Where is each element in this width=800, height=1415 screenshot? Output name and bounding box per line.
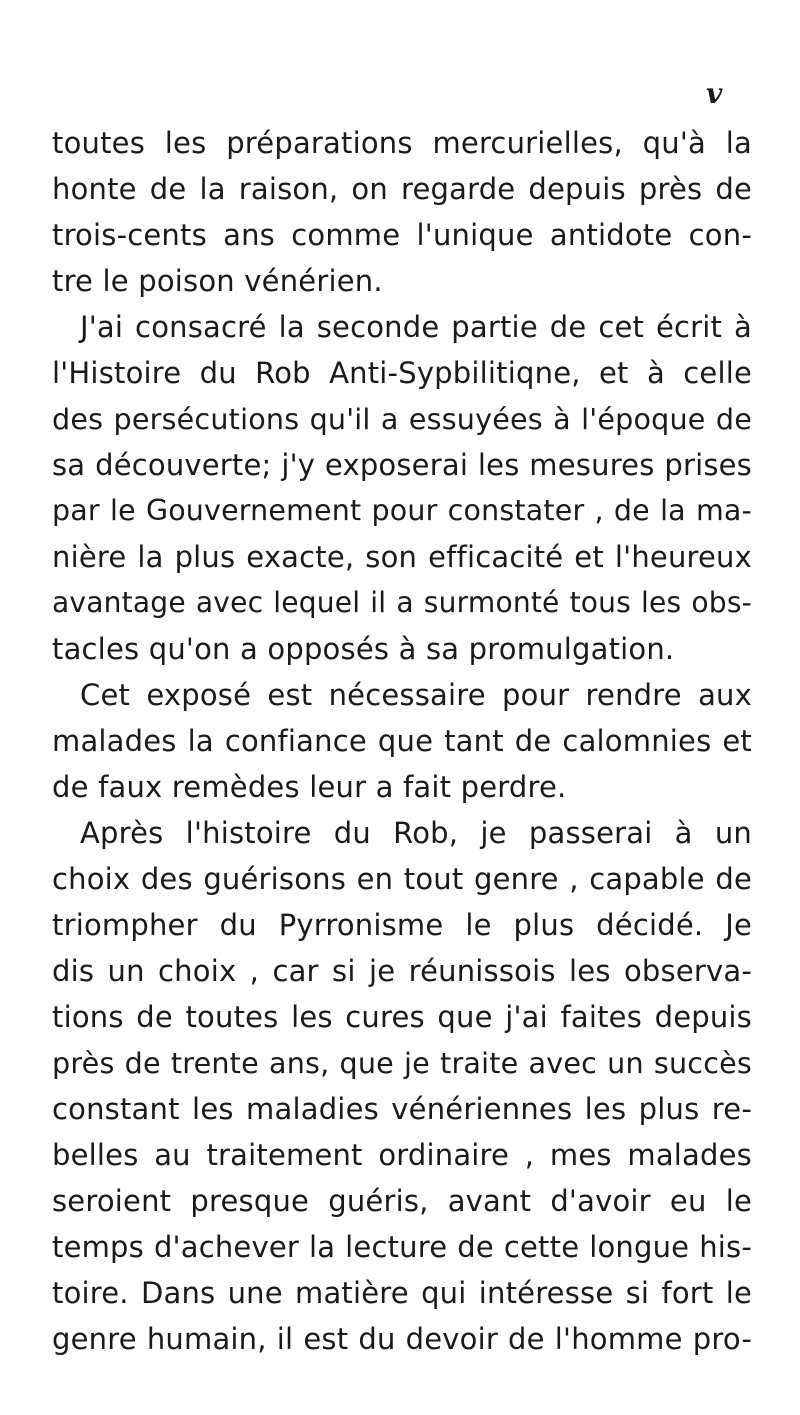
text-line: avantage avec lequel il a surmonté tous les obs-	[52, 586, 752, 619]
text-line: tre le poison vénérien.	[52, 264, 383, 298]
text-line: l'Histoire du Rob Anti-Sypbilitiqne, et à celle	[52, 356, 752, 390]
text-line: toire. Dans une matière qui intéresse si fort le	[52, 1276, 752, 1310]
page-folio: v	[706, 77, 723, 110]
text-line: constant les maladies vénériennes les plus re-	[52, 1092, 752, 1126]
text-line: tacles qu'on a opposés à sa promulgation.	[52, 632, 675, 666]
text-line: des persécutions qu'il a essuyées à l'époque de	[52, 402, 752, 436]
text-line: sa découverte; j'y exposerai les mesures prises	[52, 448, 752, 482]
text-line: de faux remèdes leur a fait perdre.	[52, 770, 567, 804]
text-line: honte de la raison, on regarde depuis près de	[52, 172, 752, 206]
text-line: Cet exposé est nécessaire pour rendre aux	[80, 678, 752, 712]
body-text	[52, 120, 752, 1362]
text-line: Après l'histoire du Rob, je passerai à un	[80, 816, 752, 850]
text-line: seroient presque guéris, avant d'avoir eu le	[52, 1184, 752, 1218]
text-line: trois-cents ans comme l'unique antidote con-	[52, 218, 752, 252]
text-line: triompher du Pyrronisme le plus décidé. Je	[52, 908, 752, 942]
text-line: toutes les préparations mercurielles, qu'à la	[52, 126, 752, 160]
text-line: dis un choix , car si je réunissois les observa-	[52, 954, 752, 988]
text-line: par le Gouvernement pour constater , de la ma-	[52, 494, 752, 527]
text-line: près de trente ans, que je traite avec un succès	[52, 1046, 752, 1080]
text-line: tions de toutes les cures que j'ai faites depuis	[52, 1000, 752, 1034]
text-line: temps d'achever la lecture de cette longue his-	[52, 1230, 752, 1264]
text-line: J'ai consacré la seconde partie de cet écrit à	[80, 310, 752, 344]
text-line: genre humain, il est du devoir de l'homme pro-	[52, 1322, 752, 1356]
text-line: nière la plus exacte, son efficacité et l'heureux	[52, 540, 752, 574]
text-line: belles au traitement ordinaire , mes malades	[52, 1138, 752, 1172]
text-line: choix des guérisons en tout genre , capable de	[52, 862, 752, 896]
text-line: malades la confiance que tant de calomnies et	[52, 724, 752, 758]
